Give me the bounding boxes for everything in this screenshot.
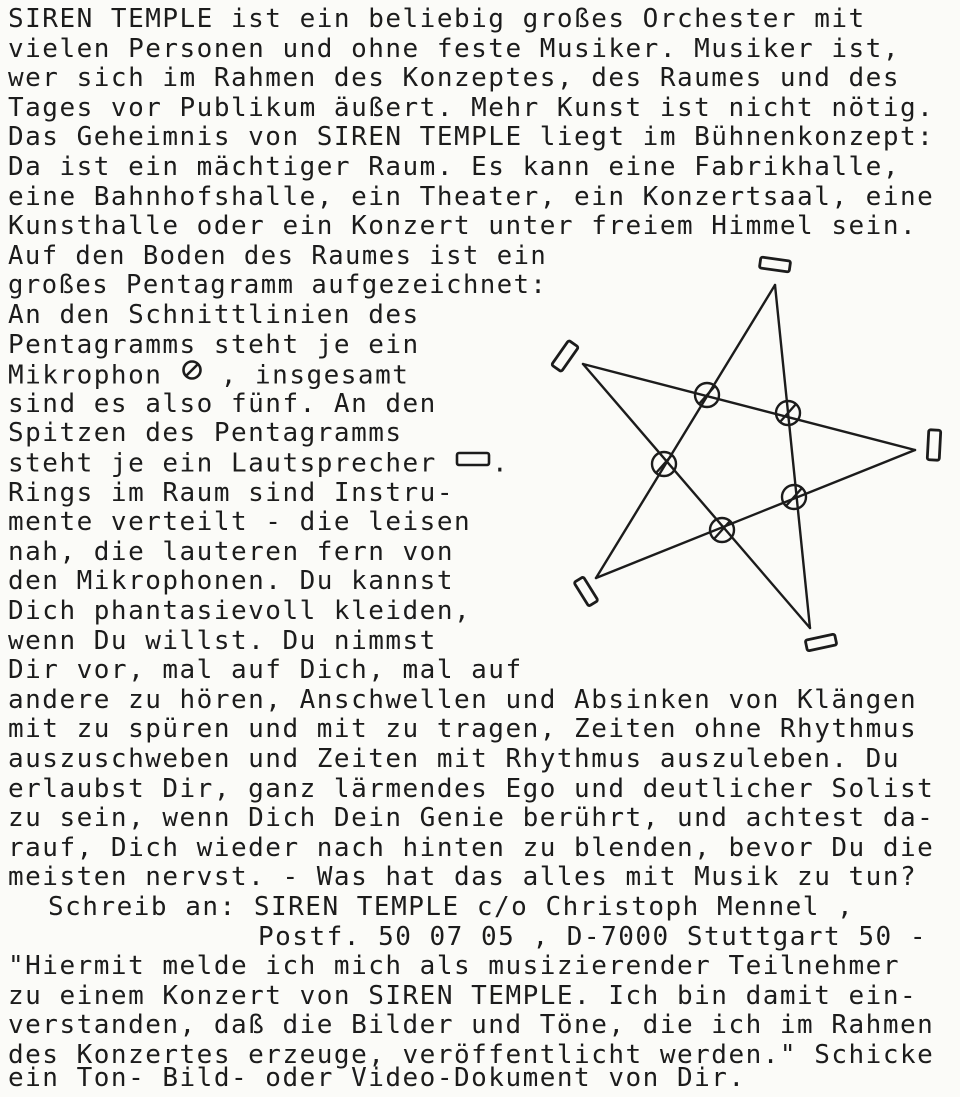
microphone-symbol-icon (782, 485, 806, 509)
pentagram-line (596, 450, 915, 578)
microphone-symbol-icon (652, 452, 676, 476)
speaker-symbol-icon (454, 447, 492, 477)
microphone-symbol-icon (180, 358, 204, 390)
text-line: andere zu hören, Anschwellen und Absinken von Klängen (8, 684, 918, 715)
text-line: Rings im Raum sind Instru- (8, 477, 454, 508)
text-line: mit zu spüren und mit zu tragen, Zeiten ohne Rhythmus (8, 714, 918, 745)
text-line: vielen Personen und ohne feste Musiker. Musiker ist, (8, 33, 900, 64)
text-line: Auf den Boden des Raumes ist ein (8, 240, 548, 271)
text-line: Pentagramms steht je ein (8, 329, 420, 360)
text-span: steht je ein Lautsprecher (8, 448, 454, 479)
text-line: erlaubst Dir, ganz lärmendes Ego und deutlicher Solist (8, 773, 935, 804)
speakers (551, 257, 940, 651)
text-line: den Mikrophonen. Du kannst (8, 566, 454, 597)
text-line: sind es also fünf. An den (8, 388, 437, 419)
text-line: An den Schnittlinien des (8, 300, 420, 330)
pentagram-diagram (540, 250, 960, 670)
pentagram-line (583, 364, 915, 450)
text-line: Das Geheimnis von SIREN TEMPLE liegt im Bühnenkonzept: (8, 122, 935, 153)
text-span: Mikrophon (8, 360, 180, 391)
text-line: Spitzen des Pentagramms (8, 418, 403, 449)
speaker-line (8, 449, 548, 479)
speaker-symbol-icon (927, 430, 941, 461)
text-line: Da ist ein mächtiger Raum. Es kann eine Fabrikhalle, (8, 152, 900, 182)
text-line: Tages vor Publikum äußert. Mehr Kunst ist nicht nötig. (8, 92, 935, 123)
text-line: Kunsthalle oder ein Konzert unter freiem Himmel sein. (8, 211, 918, 242)
text-line: eine Bahnhofshalle, ein Theater, ein Konzertsaal, eine (8, 181, 935, 212)
text-line: wer sich im Rahmen des Konzeptes, des Raumes und des (8, 63, 900, 94)
text-line: Dir vor, mal auf Dich, mal auf (8, 655, 523, 686)
text-line: rauf, Dich wieder nach hinten zu blenden, bevor Du die (8, 832, 935, 863)
text-line: großes Pentagramm aufgezeichnet: (8, 270, 548, 301)
microphones (652, 383, 806, 542)
mic-line (8, 360, 548, 390)
text-line: auszuschweben und Zeiten mit Rhythmus auszuleben. Du (8, 744, 900, 774)
text-line: zu sein, wenn Dich Dein Genie berührt, und achtest da- (8, 803, 935, 834)
speaker-symbol-icon (759, 257, 790, 272)
text-line: wenn Du willst. Du nimmst (8, 625, 437, 656)
speaker-symbol-icon (574, 577, 598, 607)
text-line: "Hiermit melde ich mich als musizierender Teilnehmer (8, 951, 900, 982)
text-line: ein Ton- Bild- oder Video-Dokument von Dir. (8, 1063, 746, 1093)
text-line: mente verteilt - die leisen (8, 507, 472, 538)
pentagram-line (775, 285, 810, 628)
address-line: Postf. 50 07 05 , D-7000 Stuttgart 50 - (258, 921, 927, 952)
pentagram-line (596, 285, 775, 578)
text-line: verstanden, daß die Bilder und Töne, die ich im Rahmen (8, 1010, 935, 1041)
address-line: Schreib an: SIREN TEMPLE c/o Christoph Mennel , (48, 892, 855, 922)
text-span: . (492, 448, 510, 479)
speaker-symbol-icon (551, 340, 578, 371)
text-line: des Konzertes erzeuge, veröffentlicht werden." Schicke (8, 1040, 935, 1070)
text-span: , insgesamt (203, 360, 410, 391)
text-line: meisten nervst. - Was hat das alles mit Musik zu tun? (8, 862, 918, 893)
text-line: SIREN TEMPLE ist ein beliebig großes Orchester mit (8, 4, 866, 34)
pentagram-line (583, 364, 810, 628)
text-line: Dich phantasievoll kleiden, (8, 596, 472, 626)
text-line: zu einem Konzert von SIREN TEMPLE. Ich bin damit ein- (8, 980, 918, 1011)
text-line: nah, die lauteren fern von (8, 536, 454, 567)
speaker-symbol-icon (805, 634, 837, 651)
